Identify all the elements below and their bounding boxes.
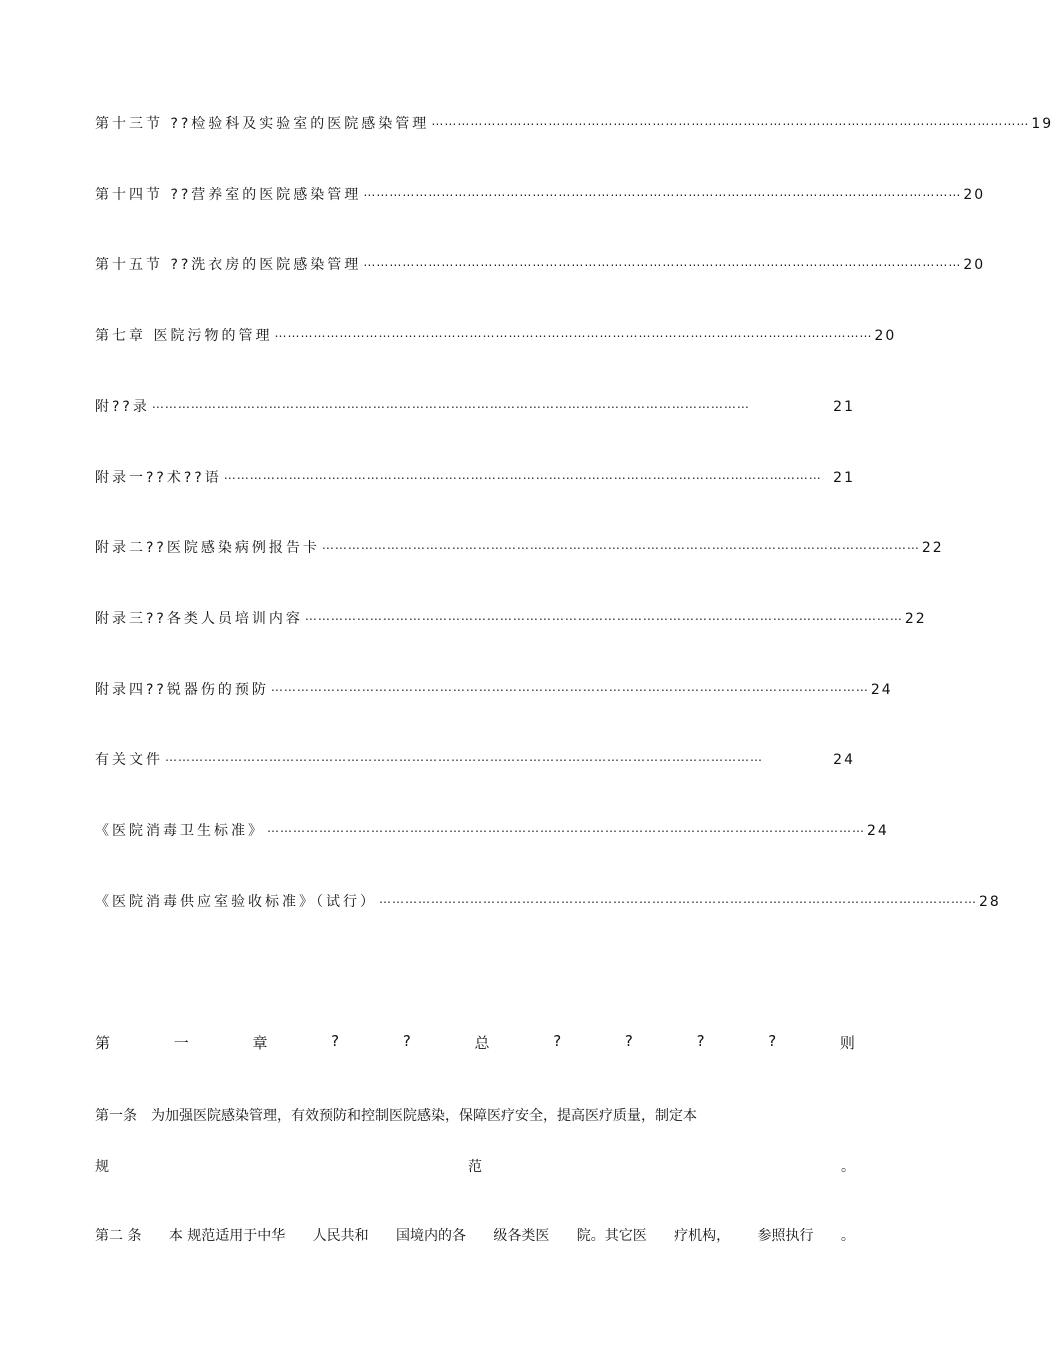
article-1-line-2	[95, 1156, 855, 1176]
article-2-text: 级各类医	[493, 1228, 550, 1244]
chapter-char: ?	[624, 1032, 633, 1050]
toc-entry	[95, 113, 1053, 135]
chapter-char: ?	[696, 1032, 705, 1050]
chapter-char: ?	[553, 1032, 562, 1050]
toc-page-number: 21	[833, 399, 855, 415]
toc-entry-title: 附??录	[95, 399, 150, 415]
toc-entry-title: 第十四节 ??营养室的医院感染管理	[95, 187, 362, 203]
article-2-text: 第二 条	[95, 1228, 142, 1244]
toc-entry-title: 附录二??医院感染病例报告卡	[95, 540, 320, 556]
toc-entry	[95, 537, 944, 559]
toc-dot-leader: ⋯⋯⋯⋯⋯⋯⋯⋯⋯⋯⋯⋯⋯⋯⋯⋯⋯⋯⋯⋯⋯⋯⋯⋯⋯⋯⋯⋯⋯⋯⋯⋯⋯⋯⋯⋯⋯⋯⋯⋯⋯⋯⋯⋯⋯⋯	[151, 400, 750, 414]
toc-dot-leader: ⋯⋯⋯⋯⋯⋯⋯⋯⋯⋯⋯⋯⋯⋯⋯⋯⋯⋯⋯⋯⋯⋯⋯⋯⋯⋯⋯⋯⋯⋯⋯⋯⋯⋯⋯⋯⋯⋯⋯⋯⋯⋯⋯⋯⋯⋯	[267, 824, 865, 838]
toc-entry-title: 第十五节 ??洗衣房的医院感染管理	[95, 257, 362, 273]
toc-page-number: 22	[921, 540, 944, 556]
toc-entry	[95, 467, 855, 489]
toc-dot-leader: ⋯⋯⋯⋯⋯⋯⋯⋯⋯⋯⋯⋯⋯⋯⋯⋯⋯⋯⋯⋯⋯⋯⋯⋯⋯⋯⋯⋯⋯⋯⋯⋯⋯⋯⋯⋯⋯⋯⋯⋯⋯⋯⋯⋯⋯⋯	[379, 895, 977, 909]
toc-page-number: 24	[867, 823, 889, 839]
article-1-text: 范	[468, 1159, 482, 1175]
article-2	[95, 1225, 855, 1245]
toc-page-number: 20	[874, 328, 897, 344]
article-2-text: 本 规范适用于中华	[168, 1228, 286, 1244]
toc-dot-leader: ⋯⋯⋯⋯⋯⋯⋯⋯⋯⋯⋯⋯⋯⋯⋯⋯⋯⋯⋯⋯⋯⋯⋯⋯⋯⋯⋯⋯⋯⋯⋯⋯⋯⋯⋯⋯⋯⋯⋯⋯⋯⋯⋯⋯⋯⋯	[274, 329, 873, 343]
toc-dot-leader: ⋯⋯⋯⋯⋯⋯⋯⋯⋯⋯⋯⋯⋯⋯⋯⋯⋯⋯⋯⋯⋯⋯⋯⋯⋯⋯⋯⋯⋯⋯⋯⋯⋯⋯⋯⋯⋯⋯⋯⋯⋯⋯⋯⋯⋯⋯	[363, 188, 962, 202]
chapter-char: ?	[331, 1032, 340, 1050]
toc-dot-leader: ⋯⋯⋯⋯⋯⋯⋯⋯⋯⋯⋯⋯⋯⋯⋯⋯⋯⋯⋯⋯⋯⋯⋯⋯⋯⋯⋯⋯⋯⋯⋯⋯⋯⋯⋯⋯⋯⋯⋯⋯⋯⋯⋯⋯⋯⋯	[165, 753, 763, 767]
toc-entry-title: 第七章 医院污物的管理	[95, 328, 273, 344]
article-2-text: 参照执行	[757, 1228, 814, 1244]
chapter-char: 总	[474, 1034, 490, 1052]
toc-entry-title: 有关文件	[95, 752, 163, 768]
toc-dot-leader: ⋯⋯⋯⋯⋯⋯⋯⋯⋯⋯⋯⋯⋯⋯⋯⋯⋯⋯⋯⋯⋯⋯⋯⋯⋯⋯⋯⋯⋯⋯⋯⋯⋯⋯⋯⋯⋯⋯⋯⋯⋯⋯⋯⋯⋯⋯	[431, 117, 1030, 131]
chapter-char: 一	[173, 1034, 189, 1052]
toc-page-number: 19	[1031, 116, 1053, 132]
toc-dot-leader: ⋯⋯⋯⋯⋯⋯⋯⋯⋯⋯⋯⋯⋯⋯⋯⋯⋯⋯⋯⋯⋯⋯⋯⋯⋯⋯⋯⋯⋯⋯⋯⋯⋯⋯⋯⋯⋯⋯⋯⋯⋯⋯⋯⋯⋯⋯	[223, 471, 822, 485]
toc-entry	[95, 254, 986, 276]
chapter-heading	[95, 1032, 855, 1053]
article-2-text: 院。其它医	[576, 1228, 647, 1244]
toc-page-number: 24	[833, 752, 855, 768]
article-2-text: 人民共和	[312, 1228, 369, 1244]
toc-page-number: 28	[979, 894, 1001, 910]
toc-entry	[95, 396, 855, 418]
toc-entry-title: 第十三节 ??检验科及实验室的医院感染管理	[95, 116, 430, 132]
article-1-text: 规	[95, 1159, 109, 1175]
toc-page-number: 21	[833, 470, 855, 486]
toc-entry	[95, 749, 855, 771]
toc-dot-leader: ⋯⋯⋯⋯⋯⋯⋯⋯⋯⋯⋯⋯⋯⋯⋯⋯⋯⋯⋯⋯⋯⋯⋯⋯⋯⋯⋯⋯⋯⋯⋯⋯⋯⋯⋯⋯⋯⋯⋯⋯⋯⋯⋯⋯⋯⋯	[321, 541, 920, 555]
toc-page-number: 20	[963, 187, 986, 203]
chapter-char: ?	[768, 1032, 777, 1050]
article-2-text: 。	[840, 1228, 855, 1244]
toc-entry	[95, 325, 897, 347]
toc-entry-title: 《医院消毒供应室验收标准》（试行）	[95, 894, 377, 910]
toc-entry	[95, 608, 927, 630]
article-1-line-1: 第一条 为加强医院感染管理，有效预防和控制医院感染，保障医疗安全，提高医疗质量，制定本	[95, 1108, 697, 1124]
chapter-char: ?	[402, 1032, 411, 1050]
toc-page-number: 24	[870, 682, 893, 698]
toc-entry	[95, 820, 889, 842]
toc-entry-title: 《医院消毒卫生标准》	[95, 823, 265, 839]
article-1-text: 。	[841, 1159, 855, 1175]
toc-entry	[95, 891, 1001, 913]
toc-page-number: 20	[963, 257, 986, 273]
article-2-text: 国境内的各	[396, 1228, 467, 1244]
chapter-char: 第	[95, 1034, 111, 1052]
toc-dot-leader: ⋯⋯⋯⋯⋯⋯⋯⋯⋯⋯⋯⋯⋯⋯⋯⋯⋯⋯⋯⋯⋯⋯⋯⋯⋯⋯⋯⋯⋯⋯⋯⋯⋯⋯⋯⋯⋯⋯⋯⋯⋯⋯⋯⋯⋯⋯	[363, 258, 962, 272]
toc-entry-title: 附录一??术??语	[95, 470, 222, 486]
toc-entry	[95, 184, 986, 206]
toc-dot-leader: ⋯⋯⋯⋯⋯⋯⋯⋯⋯⋯⋯⋯⋯⋯⋯⋯⋯⋯⋯⋯⋯⋯⋯⋯⋯⋯⋯⋯⋯⋯⋯⋯⋯⋯⋯⋯⋯⋯⋯⋯⋯⋯⋯⋯⋯⋯	[270, 683, 869, 697]
toc-entry-title: 附录三??各类人员培训内容	[95, 611, 303, 627]
toc-entry	[95, 679, 893, 701]
toc-entry-title: 附录四??锐器伤的预防	[95, 682, 269, 698]
chapter-char: 则	[839, 1034, 855, 1052]
toc-dot-leader: ⋯⋯⋯⋯⋯⋯⋯⋯⋯⋯⋯⋯⋯⋯⋯⋯⋯⋯⋯⋯⋯⋯⋯⋯⋯⋯⋯⋯⋯⋯⋯⋯⋯⋯⋯⋯⋯⋯⋯⋯⋯⋯⋯⋯⋯⋯	[304, 612, 903, 626]
chapter-char: 章	[252, 1034, 268, 1052]
article-2-text: 疗机构，	[674, 1228, 731, 1244]
toc-page-number: 22	[904, 611, 927, 627]
